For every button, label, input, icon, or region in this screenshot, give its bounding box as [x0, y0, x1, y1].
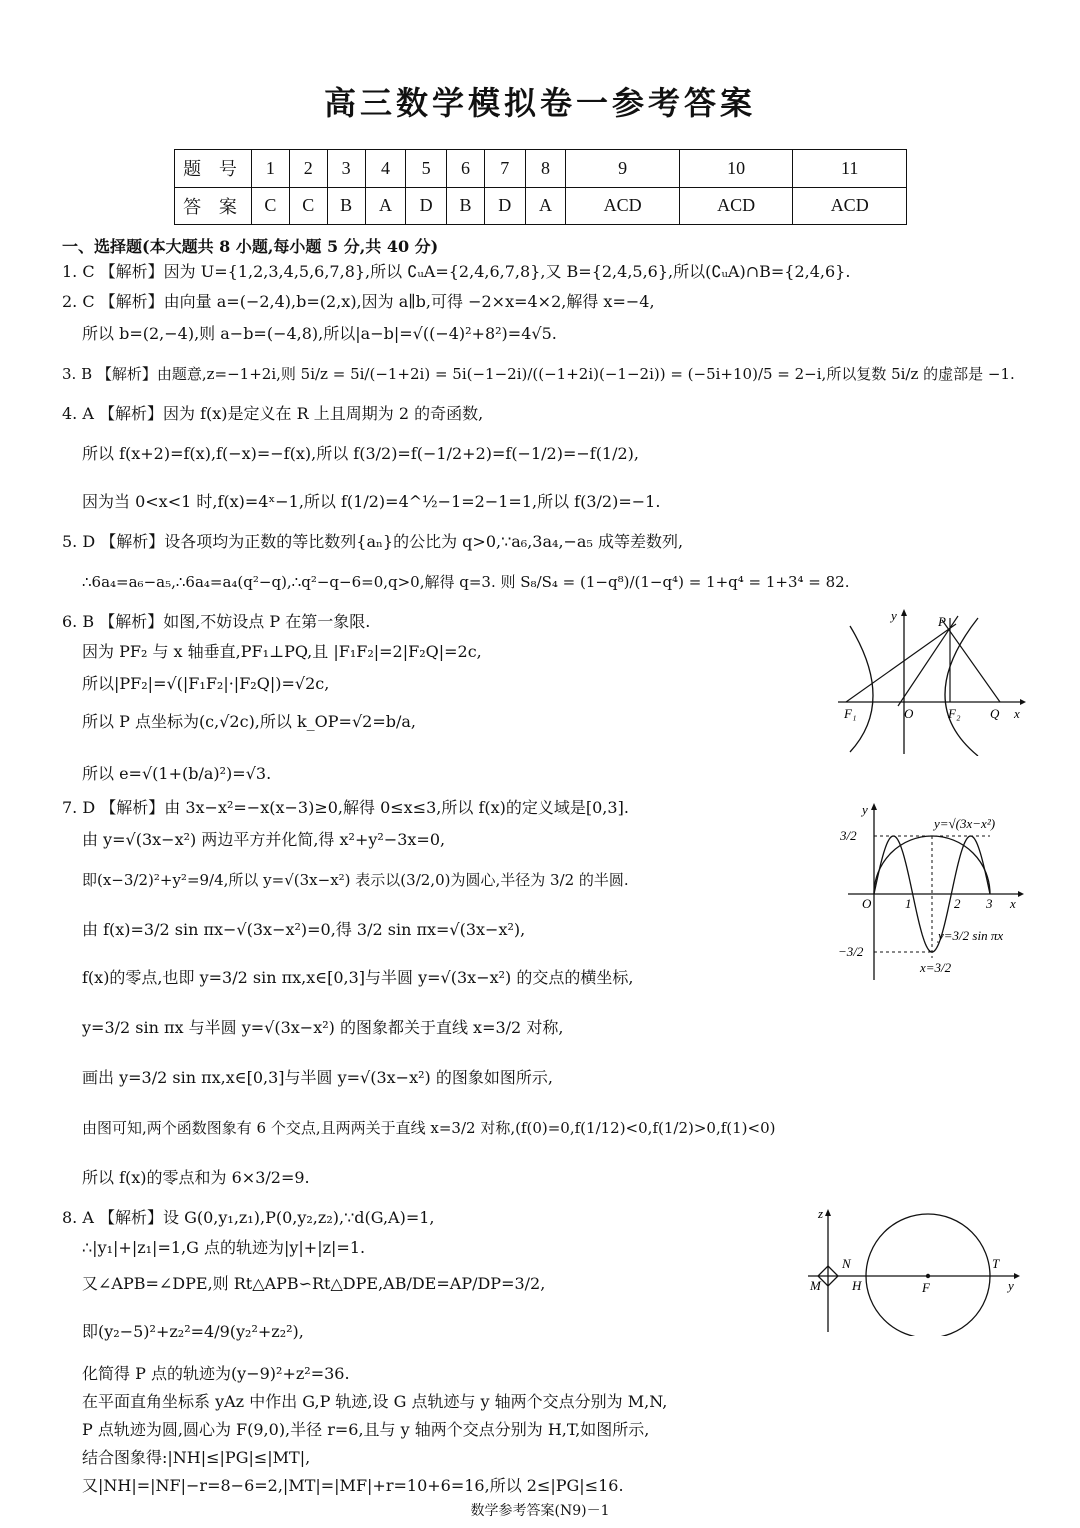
- label-o: O: [862, 896, 872, 911]
- label-tick-1: 1: [905, 896, 912, 911]
- solution-line: 画出 y=3/2 sin πx,x∈[0,3]与半圆 y=√(3x−x²) 的图象如图所示,: [82, 1068, 553, 1087]
- solution-line: 因为 PF₂ 与 x 轴垂直,PF₁⊥PQ,且 |F₁F₂|=2|F₂Q|=2c,: [82, 642, 482, 661]
- question-number: 6: [447, 150, 485, 188]
- solution-line: 2. C 【解析】由向量 a=(−2,4),b=(2,x),因为 a∥b,可得 −2×x=4×2,解得 x=−4,: [62, 292, 655, 311]
- y-axis-arrow: [1014, 1273, 1020, 1279]
- solution-line: 化简得 P 点的轨迹为(y−9)²+z²=36.: [82, 1364, 350, 1383]
- solution-line: 所以 e=√(1+(b/a)²)=√3.: [82, 764, 272, 783]
- x-axis-arrow: [1018, 891, 1024, 897]
- question-number: 7: [484, 150, 525, 188]
- label-x: x: [1010, 896, 1016, 911]
- solution-line: 4. A 【解析】因为 f(x)是定义在 R 上且周期为 2 的奇函数,: [62, 404, 484, 423]
- answer-cell: ACD: [566, 187, 680, 225]
- label-x: x: [1014, 706, 1020, 721]
- label-p: P: [938, 614, 946, 629]
- label-f1: F₁: [844, 706, 857, 721]
- y-axis-arrow: [871, 803, 877, 810]
- question-number: 9: [566, 150, 680, 188]
- solution-line: 7. D 【解析】由 3x−x²=−x(x−3)≥0,解得 0≤x≤3,所以 f(x)的定义域是[0,3].: [62, 798, 629, 817]
- question-number: 4: [365, 150, 406, 188]
- solution-line: 即(x−3/2)²+y²=9/4,所以 y=√(3x−x²) 表示以(3/2,0)为圆心,半径为 3/2 的半圆.: [82, 871, 629, 889]
- figure-q6-hyperbola: [838, 606, 1028, 756]
- question-number: 8: [525, 150, 566, 188]
- solution-line: 由图可知,两个函数图象有 6 个交点,且两两关于直线 x=3/2 对称,(f(0)=0,f(1/12)<0,f(1/2)>0,f(1)<0): [82, 1119, 776, 1137]
- line-o-p: [898, 616, 958, 706]
- label-f: F: [922, 1280, 930, 1295]
- question-number: 11: [793, 150, 907, 188]
- solution-line: 所以 f(x+2)=f(x),f(−x)=−f(x),所以 f(3/2)=f(−1/2+2)=f(−1/2)=−f(1/2),: [82, 444, 640, 463]
- label-m: M: [810, 1278, 821, 1293]
- label-axis-eq: x=3/2: [920, 960, 952, 975]
- label-y: y: [862, 802, 868, 817]
- page-title: 高三数学模拟卷一参考答案: [323, 84, 756, 122]
- label-y: y: [1008, 1278, 1014, 1293]
- label-top: 3/2: [840, 828, 857, 843]
- label-o: O: [904, 706, 914, 721]
- label-circle-eq: y=√(3x−x²): [934, 816, 996, 831]
- answer-cell: A: [365, 187, 406, 225]
- z-axis-arrow: [825, 1209, 831, 1216]
- question-number: 5: [406, 150, 447, 188]
- answer-cell: D: [406, 187, 447, 225]
- solution-line: 结合图象得:|NH|≤|PG|≤|MT|,: [82, 1448, 311, 1467]
- answer-cell: A: [525, 187, 566, 225]
- label-n: N: [842, 1256, 851, 1271]
- line-f1-p: [846, 624, 956, 702]
- label-tick-2: 2: [954, 896, 961, 911]
- answer-cell: D: [484, 187, 525, 225]
- y-axis-arrow: [901, 609, 907, 616]
- label-z: z: [818, 1206, 824, 1221]
- answer-cell: B: [327, 187, 365, 225]
- page-footer: 数学参考答案(N9)－1: [470, 1503, 610, 1519]
- solution-line: P 点轨迹为圆,圆心为 F(9,0),半径 r=6,且与 y 轴两个交点分别为 H,T,如图所示,: [82, 1420, 650, 1439]
- hyperbola-left-branch: [850, 626, 873, 752]
- question-number: 10: [679, 150, 793, 188]
- answer-label: 答 案: [175, 187, 252, 225]
- label-f2: F₂: [948, 706, 961, 721]
- label-sine-eq: y=3/2 sin πx: [938, 928, 1004, 943]
- figure-q8-circle: [806, 1206, 1026, 1336]
- solution-line: 所以 f(x)的零点和为 6×3/2=9.: [82, 1168, 310, 1187]
- solution-line: f(x)的零点,也即 y=3/2 sin πx,x∈[0,3]与半圆 y=√(3x−x²) 的交点的横坐标,: [82, 968, 634, 987]
- line-p-q: [942, 620, 1000, 702]
- answer-table-answer-row: [175, 187, 907, 225]
- answer-table-number-row: [175, 150, 907, 188]
- solution-line: 即(y₂−5)²+z₂²=4/9(y₂²+z₂²),: [82, 1322, 304, 1341]
- solution-line: y=3/2 sin πx 与半圆 y=√(3x−x²) 的图象都关于直线 x=3/2 对称,: [82, 1018, 564, 1037]
- label-h: H: [852, 1278, 862, 1293]
- question-number: 3: [327, 150, 365, 188]
- center-point: [926, 1274, 930, 1278]
- label-bottom: −3/2: [838, 944, 864, 959]
- solution-line: ∴6a₄=a₆−a₅,∴6a₄=a₄(q²−q),∴q²−q−6=0,q>0,解得 q=3. 则 S₈/S₄ = (1−q⁸)/(1−q⁴) = 1+q⁴ = 1+3⁴ = 82.: [82, 573, 850, 591]
- solution-line: 由 f(x)=3/2 sin πx−√(3x−x²)=0,得 3/2 sin πx=√(3x−x²),: [82, 920, 526, 939]
- label-y: y: [891, 608, 897, 623]
- label-t: T: [992, 1256, 1000, 1271]
- label-tick-3: 3: [986, 896, 993, 911]
- question-number: 2: [289, 150, 327, 188]
- answer-cell: C: [252, 187, 290, 225]
- solution-line: 所以 b=(2,−4),则 a−b=(−4,8),所以|a−b|=√((−4)²+8²)=4√5.: [82, 324, 557, 343]
- solution-line: 6. B 【解析】如图,不妨设点 P 在第一象限.: [62, 612, 371, 631]
- solution-line: 由 y=√(3x−x²) 两边平方并化简,得 x²+y²−3x=0,: [82, 830, 446, 849]
- answer-cell: B: [447, 187, 485, 225]
- solution-line: 所以|PF₂|=√(|F₁F₂|·|F₂Q|)=√2c,: [82, 674, 330, 693]
- solution-line: 3. B 【解析】由题意,z=−1+2i,则 5i/z = 5i/(−1+2i) = 5i(−1−2i)/((−1+2i)(−1−2i)) = (−5i+10)/5 = 2−i,所以复数 5i/z 的虚部是 −1.: [62, 365, 1015, 383]
- solution-line: 1. C 【解析】因为 U={1,2,3,4,5,6,7,8},所以 ∁ᵤA={2,4,6,7,8},又 B={2,4,5,6},所以(∁ᵤA)∩B={2,4,6}.: [62, 262, 851, 281]
- solution-line: 5. D 【解析】设各项均为正数的等比数列{aₙ}的公比为 q>0,∵a₆,3a₄,−a₅ 成等差数列,: [62, 532, 684, 551]
- figure-q7-graph: [838, 800, 1038, 990]
- answer-cell: C: [289, 187, 327, 225]
- solution-line: ∴|y₁|+|z₁|=1,G 点的轨迹为|y|+|z|=1.: [82, 1238, 366, 1257]
- solution-line: 在平面直角坐标系 yAz 中作出 G,P 轨迹,设 G 点轨迹与 y 轴两个交点分别为 M,N,: [82, 1392, 668, 1411]
- solution-line: 又∠APB=∠DPE,则 Rt△APB∽Rt△DPE,AB/DE=AP/DP=3/2,: [82, 1274, 546, 1293]
- label-q: Q: [990, 706, 1000, 721]
- answer-cell: ACD: [793, 187, 907, 225]
- solution-line: 因为当 0<x<1 时,f(x)=4ˣ−1,所以 f(1/2)=4^½−1=2−1=1,所以 f(3/2)=−1.: [82, 492, 661, 511]
- solution-line: 又|NH|=|NF|−r=8−6=2,|MT|=|MF|+r=10+6=16,所以 2≤|PG|≤16.: [82, 1476, 624, 1495]
- solution-line: 所以 P 点坐标为(c,√2c),所以 k_OP=√2=b/a,: [82, 712, 417, 731]
- question-number: 1: [252, 150, 290, 188]
- solution-line: 8. A 【解析】设 G(0,y₁,z₁),P(0,y₂,z₂),∵d(G,A)=1,: [62, 1208, 435, 1227]
- answer-cell: ACD: [679, 187, 793, 225]
- x-axis-arrow: [1020, 699, 1026, 705]
- answer-table: [174, 149, 907, 225]
- section-heading: 一、选择题(本大题共 8 小题,每小题 5 分,共 40 分): [62, 237, 439, 256]
- header-label: 题 号: [175, 150, 252, 188]
